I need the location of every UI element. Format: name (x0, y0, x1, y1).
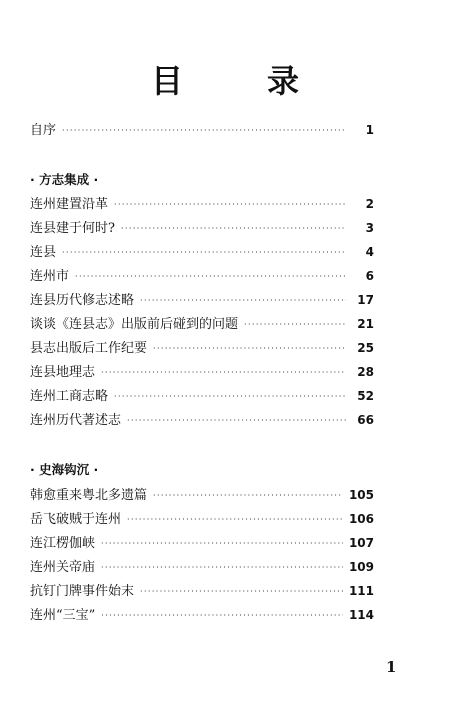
toc-entry-label: 韩愈重来粤北多遗篇 (30, 488, 148, 503)
toc-entry[interactable] (30, 267, 374, 287)
toc-entry-label: 连县建于何时? (30, 221, 115, 236)
toc-entry[interactable] (30, 486, 374, 506)
dot-leader (114, 388, 346, 406)
toc-entry-page: 25 (357, 341, 374, 355)
toc-entry-label: 县志出版后工作纪要 (30, 341, 148, 356)
toc-entry[interactable] (30, 219, 374, 239)
toc-entry[interactable] (30, 315, 374, 335)
toc-entry-label: 连县 (30, 245, 57, 260)
dot-leader (121, 220, 346, 238)
section-heading-fangzhi: · 方志集成 · (30, 172, 99, 187)
toc-entry-page: 2 (365, 197, 374, 211)
toc-entry-label: 连县地理志 (30, 365, 96, 380)
toc-entry-label: 自序 (30, 123, 57, 138)
toc-entry[interactable] (30, 243, 374, 263)
toc-entry-page: 111 (348, 584, 374, 598)
toc-entry[interactable] (30, 291, 374, 311)
toc-entry-page: 1 (365, 123, 374, 137)
toc-entry-page: 6 (365, 269, 374, 283)
dot-leader (62, 244, 346, 262)
toc-entry-label: 连州市 (30, 269, 70, 284)
toc-entry-preface[interactable] (30, 121, 374, 141)
toc-entry-label: 连州“三宝” (30, 608, 96, 623)
toc-entry[interactable] (30, 387, 374, 407)
toc-entry-page: 28 (357, 365, 374, 379)
dot-leader (127, 412, 346, 430)
dot-leader (140, 292, 346, 310)
toc-entry[interactable] (30, 558, 374, 578)
toc-entry-page: 4 (365, 245, 374, 259)
toc-entry-label: 连县历代修志述略 (30, 293, 135, 308)
toc-entry-page: 52 (357, 389, 374, 403)
toc-entry-page: 3 (365, 221, 374, 235)
toc-entry-page: 105 (348, 488, 374, 502)
toc-entry-page: 66 (357, 413, 374, 427)
dot-leader (101, 607, 343, 625)
toc-entry-page: 109 (348, 560, 374, 574)
toc-entry[interactable] (30, 582, 374, 602)
toc-entry-label: 连州建置沿革 (30, 197, 109, 212)
page-title: 目 录 (150, 62, 325, 100)
toc-entry-label: 连州历代著述志 (30, 413, 122, 428)
dot-leader (101, 535, 343, 553)
toc-entry[interactable] (30, 363, 374, 383)
toc-entry-label: 抗钉门牌事件始末 (30, 584, 135, 599)
toc-entry-label: 连江楞伽峡 (30, 536, 96, 551)
toc-entry[interactable] (30, 411, 374, 431)
toc-entry-label: 连州关帝庙 (30, 560, 96, 575)
dot-leader (153, 340, 346, 358)
toc-entry-label: 连州工商志略 (30, 389, 109, 404)
toc-entry-page: 114 (348, 608, 374, 622)
dot-leader (127, 511, 343, 529)
dot-leader (153, 487, 343, 505)
dot-leader (101, 559, 343, 577)
dot-leader (140, 583, 343, 601)
toc-entry-page: 106 (348, 512, 374, 526)
toc-entry-page: 107 (348, 536, 374, 550)
toc-entry-label: 谈谈《连县志》出版前后碰到的问题 (30, 317, 239, 332)
toc-entry-page: 21 (357, 317, 374, 331)
dot-leader (62, 122, 346, 140)
toc-entry[interactable] (30, 195, 374, 215)
dot-leader (244, 316, 346, 334)
toc-entry[interactable] (30, 339, 374, 359)
toc-entry-page: 17 (357, 293, 374, 307)
dot-leader (75, 268, 346, 286)
dot-leader (101, 364, 346, 382)
toc-entry[interactable] (30, 510, 374, 530)
dot-leader (114, 196, 346, 214)
page-number: 1 (386, 658, 397, 676)
section-heading-shihai: · 史海钩沉 · (30, 462, 99, 477)
toc-entry[interactable] (30, 534, 374, 554)
toc-entry[interactable] (30, 606, 374, 626)
toc-entry-label: 岳飞破贼于连州 (30, 512, 122, 527)
